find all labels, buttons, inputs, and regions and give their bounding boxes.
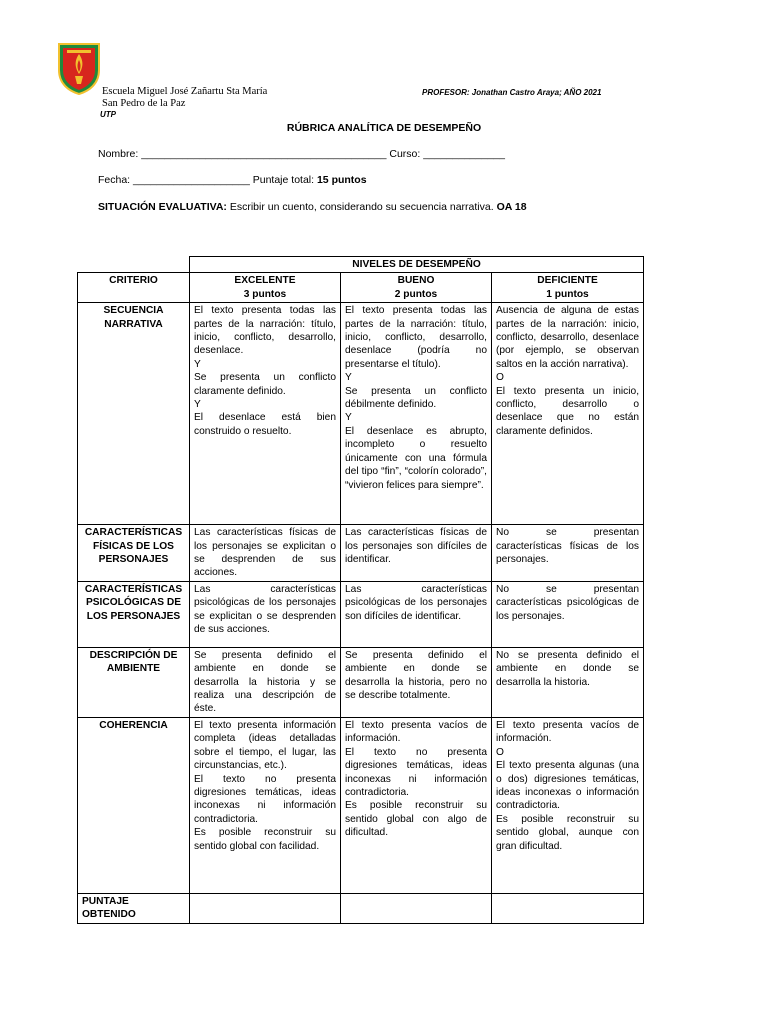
situacion-oa: OA 18 <box>496 201 527 213</box>
descriptor-text: El texto no presenta digresiones temáticas, ideas inconexas ni información contradictoria. <box>194 773 336 825</box>
descriptor-cell <box>190 717 341 893</box>
descriptor-cell <box>190 525 341 582</box>
connector-text: O <box>496 746 504 758</box>
descriptor-text: El texto presenta vacíos de información. <box>496 719 640 745</box>
descriptor-text: No se presentan características físicas de los personajes. <box>496 527 640 566</box>
school-name: Escuela Miguel José Zañartu Sta María <box>102 86 268 97</box>
descriptor-text: Es posible reconstruir su sentido global con facilidad. <box>194 827 336 852</box>
curso-blank[interactable]: ______________ <box>423 148 505 160</box>
rubric-row-secuencia-narrativa <box>78 303 644 525</box>
descriptor-cell <box>492 717 644 893</box>
descriptor-text: Las características psicológicas de los personajes se explicitan o se desprenden de sus acciones. <box>194 583 336 636</box>
descriptor-cell <box>190 581 341 647</box>
descriptor-text: No se presentan características psicológicas de los personajes. <box>496 583 640 622</box>
descriptor-text: Se presenta un conflicto claramente definido. <box>194 372 336 397</box>
descriptor-text: El texto presenta algunas (una o dos) digresiones temáticas, ideas inconexas o información contradictoria. <box>496 760 640 812</box>
situacion-line <box>98 201 527 213</box>
descriptor-text: El texto presenta un inicio, conflicto, desarrollo o desenlace que no están claramente definidos. <box>496 385 640 437</box>
fecha-puntaje-line <box>98 174 367 186</box>
criterion-cell: DESCRIPCIÓN DE AMBIENTE <box>78 647 190 717</box>
puntaje-obtenido-cell[interactable] <box>492 893 644 923</box>
connector-text: Y <box>194 399 201 411</box>
connector-text: O <box>496 372 504 384</box>
descriptor-cell <box>341 717 492 893</box>
descriptor-cell <box>341 581 492 647</box>
school-info <box>102 86 267 110</box>
descriptor-text: Es posible reconstruir su sentido global, aunque con gran dificultad. <box>496 813 640 852</box>
level-header-excelente <box>190 273 341 303</box>
levels-header-row <box>78 273 644 303</box>
descriptor-cell <box>492 647 644 717</box>
puntaje-total-value: 15 puntos <box>316 174 367 186</box>
nombre-curso-line <box>98 148 505 160</box>
niveles-header: NIVELES DE DESEMPEÑO <box>190 257 644 273</box>
descriptor-text: No se presenta definido el ambiente en donde se desarrolla la historia. <box>496 649 640 688</box>
niveles-header-row <box>78 257 644 273</box>
descriptor-text: El desenlace está bien construido o resuelto. <box>194 412 336 437</box>
puntaje-obtenido-cell[interactable] <box>190 893 341 923</box>
level-name: DEFICIENTE <box>537 275 598 287</box>
descriptor-cell <box>341 303 492 525</box>
level-points: 3 puntos <box>243 288 287 300</box>
level-header-bueno <box>341 273 492 303</box>
curso-label: Curso: <box>386 148 424 160</box>
descriptor-cell <box>341 647 492 717</box>
descriptor-text: El texto presenta todas las partes de la narración: título, inicio, conflicto, desarrollo, desenlace. <box>194 305 336 357</box>
utp-label: UTP <box>100 110 116 119</box>
descriptor-text: El texto no presenta digresiones temáticas, ideas inconexas ni información contradictoria. <box>345 746 487 798</box>
school-city: San Pedro de la Paz <box>102 98 186 109</box>
rubric-row-coherencia <box>78 717 644 893</box>
level-points: 1 puntos <box>546 288 589 300</box>
rubric-table <box>77 256 644 924</box>
descriptor-cell <box>492 303 644 525</box>
level-name: EXCELENTE <box>234 275 296 287</box>
puntaje-obtenido-row <box>78 893 644 923</box>
descriptor-text: El texto presenta información completa (ideas detalladas sobre el tiempo, el lugar, las circunstancias, etc.). <box>194 719 336 772</box>
rubric-row-caracteristicas-psicologicas <box>78 581 644 647</box>
page-title: RÚBRICA ANALÍTICA DE DESEMPEÑO <box>286 122 482 134</box>
nombre-label: Nombre: <box>98 148 142 160</box>
connector-text: Y <box>194 358 201 370</box>
rubric-row-caracteristicas-fisicas <box>78 525 644 582</box>
level-name: BUENO <box>397 275 435 287</box>
rubric-row-descripcion-ambiente <box>78 647 644 717</box>
puntaje-obtenido-label: PUNTAJE OBTENIDO <box>78 893 190 923</box>
descriptor-text: Las características físicas de los personajes son difíciles de identificar. <box>345 527 487 566</box>
fecha-blank[interactable]: ____________________ <box>133 174 250 186</box>
descriptor-text: Es posible reconstruir su sentido global con algo de dificultad. <box>345 800 487 839</box>
descriptor-text: El texto presenta todas las partes de la narración: título, inicio, conflicto, desarrollo, desenlace (podría no presentarse el título). <box>345 305 487 370</box>
descriptor-text: El desenlace es abrupto, incompleto o resuelto únicamente con una fórmula del tipo “fin”, “colorín colorado”, “vivieron felices para siempre”. <box>345 425 487 491</box>
puntaje-obtenido-cell[interactable] <box>341 893 492 923</box>
criterion-cell: COHERENCIA <box>78 717 190 893</box>
level-header-deficiente <box>492 273 644 303</box>
descriptor-cell <box>492 525 644 582</box>
criterion-cell: CARACTERÍSTICAS FÍSICAS DE LOS PERSONAJES <box>78 525 190 582</box>
descriptor-text: Se presenta definido el ambiente en donde se desarrolla la historia y se realiza una descripción de éste. <box>194 649 336 715</box>
criterion-cell: SECUENCIA NARRATIVA <box>78 303 190 525</box>
descriptor-cell <box>190 647 341 717</box>
empty-corner-cell <box>78 257 190 273</box>
descriptor-text: Ausencia de alguna de estas partes de la narración: inicio, conflicto, desarrollo, desenlace (por ejemplo, se observan saltos en la acción narrativa). <box>496 305 640 370</box>
situacion-label: SITUACIÓN EVALUATIVA: <box>98 201 227 213</box>
connector-text: Y <box>345 372 352 384</box>
nombre-blank[interactable]: __________________________________________ <box>141 148 387 160</box>
descriptor-text: Las características psicológicas de los personajes son difíciles de identificar. <box>345 583 487 622</box>
descriptor-text: Se presenta definido el ambiente en donde se desarrolla la historia, pero no se describe totalmente. <box>345 649 487 702</box>
criterion-cell: CARACTERÍSTICAS PSICOLÓGICAS DE LOS PERSONAJES <box>78 581 190 647</box>
descriptor-text: Se presenta un conflicto débilmente definido. <box>345 385 487 411</box>
fecha-label: Fecha: <box>98 174 134 186</box>
situacion-text: Escribir un cuento, considerando su secuencia narrativa. <box>226 201 497 213</box>
puntaje-total-label: Puntaje total: <box>249 174 317 186</box>
descriptor-cell <box>492 581 644 647</box>
descriptor-cell <box>341 525 492 582</box>
profesor-label: PROFESOR: Jonathan Castro Araya; AÑO 2021 <box>422 88 602 97</box>
school-crest-logo <box>55 40 103 96</box>
descriptor-text: Las características físicas de los personajes se explicitan o se desprenden de sus acciones. <box>194 527 336 579</box>
descriptor-cell <box>190 303 341 525</box>
descriptor-text: El texto presenta vacíos de información. <box>345 719 487 745</box>
level-points: 2 puntos <box>394 288 438 300</box>
criterio-header: CRITERIO <box>78 273 190 303</box>
connector-text: Y <box>345 412 352 424</box>
